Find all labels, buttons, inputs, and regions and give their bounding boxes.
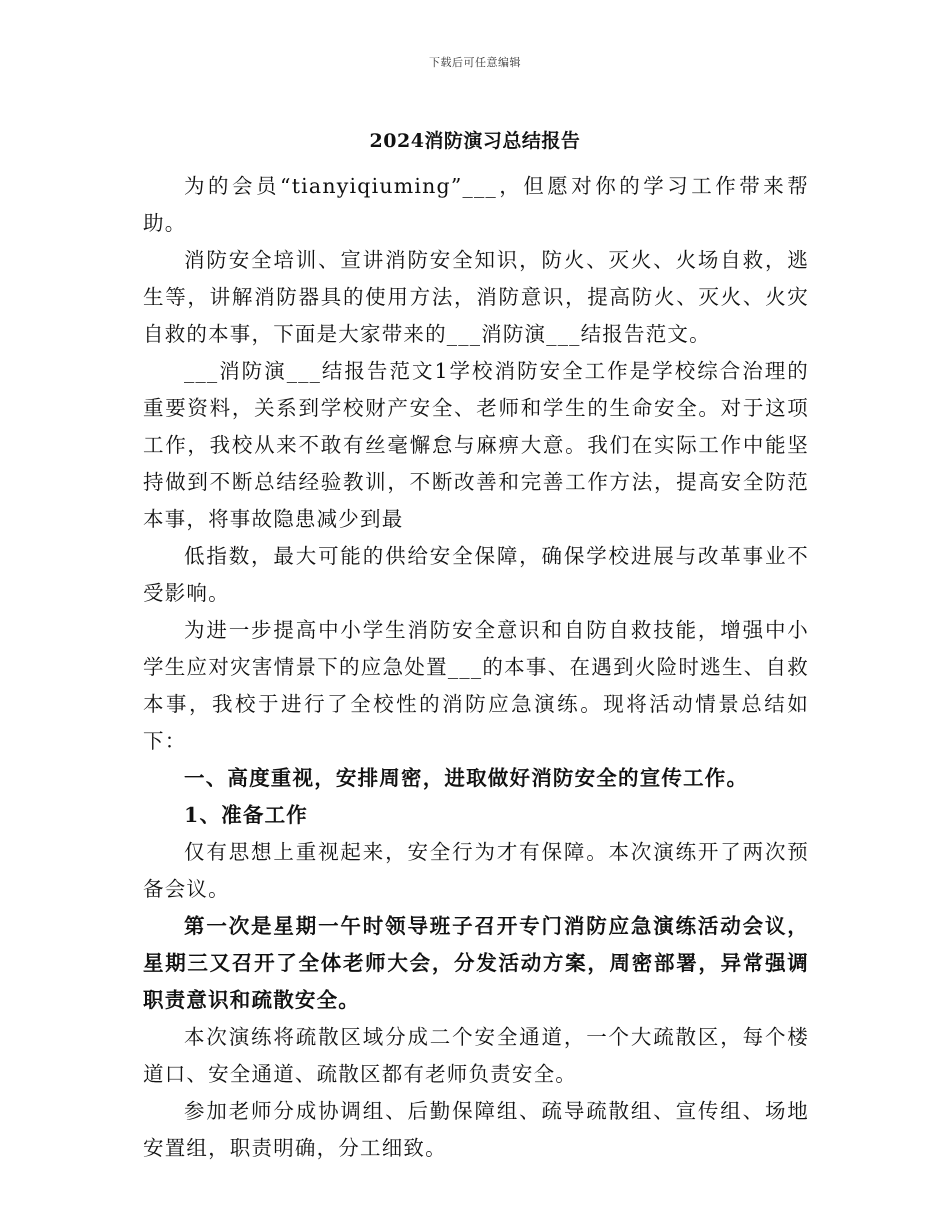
header-note: 下载后可任意编辑 (429, 56, 521, 69)
document-body (143, 168, 809, 1167)
section-heading-1: 一、高度重视，安排周密，进取做好消防安全的宣传工作。 (184, 766, 749, 790)
paragraph-8: 本次演练将疏散区域分成二个安全通道，一个大疏散区，每个楼道口、安全通道、疏散区都有老师负责安全。 (143, 1025, 809, 1086)
paragraph-6: 仅有思想上重视起来，安全行为才有保障。本次演练开了两次预备会议。 (143, 840, 809, 901)
paragraph-5: 为进一步提高中小学生消防安全意识和自防自救技能，增强中小学生应对灾害情景下的应急处置___的本事、在遇到火险时逃生、自救本事，我校于进行了全校性的消防应急演练。现将活动情景总结如下： (143, 618, 809, 753)
paragraph-9: 参加老师分成协调组、后勤保障组、疏导疏散组、宣传组、场地安置组，职责明确，分工细致。 (143, 1099, 809, 1160)
document-title: 2024消防演习总结报告 (369, 130, 581, 152)
paragraph-1: 为的会员“tianyiqiuming”___，但愿对你的学习工作带来帮助。 (143, 174, 809, 235)
paragraph-3: ___消防演___结报告范文1学校消防安全工作是学校综合治理的重要资料，关系到学校财产安全、老师和学生的生命安全。对于这项工作，我校从来不敢有丝毫懈怠与麻痹大意。我们在实际工作中能坚持做到不断总结经验教训，不断改善和完善工作方法，提高安全防范本事，将事故隐患减少到最 (143, 359, 809, 531)
paragraph-7-bold: 第一次是星期一午时领导班子召开专门消防应急演练活动会议，星期三又召开了全体老师大会，分发活动方案，周密部署，异常强调职责意识和疏散安全。 (143, 914, 809, 1012)
paragraph-2: 消防安全培训、宣讲消防安全知识，防火、灭火、火场自救，逃生等，讲解消防器具的使用方法，消防意识，提高防火、灭火、火灾自救的本事，下面是大家带来的___消防演___结报告范文。 (143, 248, 809, 346)
subsection-heading-1: 1、准备工作 (184, 803, 308, 827)
paragraph-4: 低指数，最大可能的供给安全保障，确保学校进展与改革事业不受影响。 (143, 544, 809, 605)
